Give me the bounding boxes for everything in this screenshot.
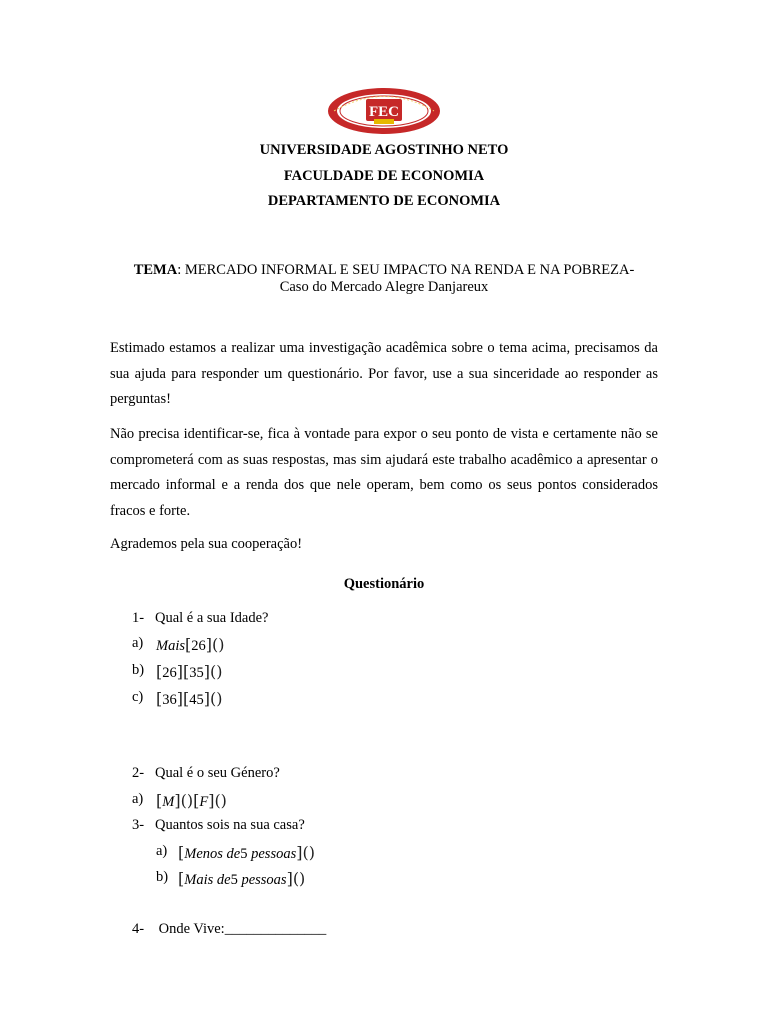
question-text: Qual é o seu Género?	[154, 765, 280, 781]
option-male: M	[162, 794, 175, 810]
q2-option-a: a) [M]()[F]()	[132, 791, 227, 810]
question-text: Quantos sois na sua casa?	[154, 817, 305, 833]
option-number: 5	[230, 872, 238, 888]
question-number: 3-	[132, 817, 145, 833]
option-number: 45	[189, 692, 204, 708]
question-number: 1-	[132, 610, 145, 626]
tema-label: TEMA	[133, 262, 178, 278]
tema-title: : MERCADO INFORMAL E SEU IMPACTO NA RENDA E NA POBREZA-	[177, 262, 635, 278]
intro-paragraph-2: Não precisa identificar-se, fica à vontade para expor o seu ponto de vista e certamente não se comprometerá com as suas respostas, mas sim ajudará este trabalho acadêmico a apresentar o mercado informal e a renda dos que nele operam, bem como os seus pontos considerados fracos e forte.	[110, 426, 658, 519]
option-word: pessoas	[251, 846, 297, 862]
option-female: F	[199, 794, 209, 810]
university-name: UNIVERSIDADE AGOSTINHO NETO	[259, 142, 509, 158]
tema-line	[0, 262, 768, 279]
question-3	[132, 817, 305, 834]
department-name: DEPARTAMENTO DE ECONOMIA	[267, 193, 501, 209]
option-letter: a)	[156, 843, 168, 859]
option-word: Mais	[184, 872, 214, 888]
q1-option-b: b) [26][35]()	[132, 662, 223, 681]
question-text: Qual é a sua Idade?	[154, 610, 269, 626]
q1-option-c: c) [36][45]()	[132, 689, 223, 708]
option-letter: a)	[132, 791, 144, 807]
option-word: Mais	[156, 638, 185, 654]
option-letter: b)	[156, 869, 169, 885]
q3-option-a: a) [Menos de5 pessoas]()	[156, 843, 315, 862]
option-number: 35	[189, 665, 204, 681]
option-word: de	[216, 872, 231, 888]
faculty-name: FACULDADE DE ECONOMIA	[283, 168, 485, 184]
intro-paragraph-1: Estimado estamos a realizar uma investigação acadêmica sobre o tema acima, precisamos da sua ajuda para responder um questionário. Por favor, use a sua sinceridade ao responder as perguntas!	[110, 340, 658, 407]
logo-text: FEC	[369, 104, 399, 120]
q3-option-b: b) [Mais de5 pessoas]()	[156, 869, 306, 888]
option-word: Menos	[184, 846, 223, 862]
option-number: 5	[240, 846, 248, 862]
tema-subtitle: Caso do Mercado Alegre Danjareux	[279, 279, 489, 295]
question-2	[132, 765, 280, 782]
option-number: 26	[162, 665, 177, 681]
option-word: de	[226, 846, 241, 862]
question-1	[132, 610, 269, 627]
option-letter: a)	[132, 635, 144, 651]
question-text: Onde Vive:______________	[158, 921, 327, 937]
option-number: 36	[162, 692, 177, 708]
question-4	[132, 921, 326, 938]
faculty-logo	[326, 86, 442, 136]
question-number: 4-	[132, 921, 145, 937]
q1-option-a: a) Mais[26]()	[132, 635, 225, 654]
option-word: pessoas	[241, 872, 287, 888]
option-number: 26	[191, 638, 206, 654]
option-letter: c)	[132, 689, 144, 705]
option-letter: b)	[132, 662, 145, 678]
question-number: 2-	[132, 765, 145, 781]
intro-paragraph-3: Agrademos pela sua cooperação!	[110, 536, 303, 552]
questionnaire-title: Questionário	[343, 576, 425, 592]
